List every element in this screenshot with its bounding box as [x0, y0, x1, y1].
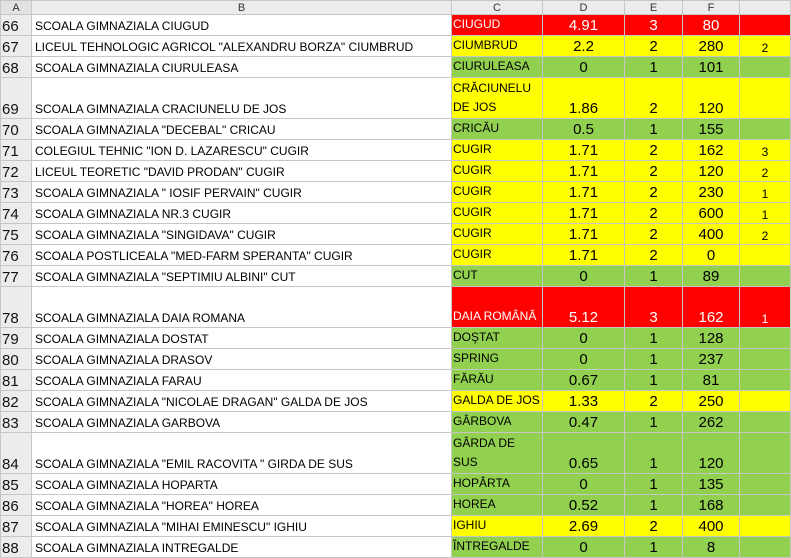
locality-cell[interactable]: GÂRDA DE SUS	[452, 433, 543, 474]
locality-cell[interactable]: CIUGUD	[452, 15, 543, 36]
table-row	[1, 349, 791, 370]
locality-cell[interactable]: GALDA DE JOS	[452, 391, 543, 412]
level-cell[interactable]: 2	[625, 516, 683, 537]
school-name-cell[interactable]: SCOALA GIMNAZIALA CRACIUNELU DE JOS	[32, 78, 452, 119]
school-name-cell[interactable]: SCOALA GIMNAZIALA FARAU	[32, 370, 452, 391]
column-header-c[interactable]: C	[452, 1, 543, 15]
score-cell[interactable]: 1.71	[543, 245, 625, 266]
extra-cell[interactable]: 2	[740, 224, 791, 245]
score-cell[interactable]: 0.65	[543, 433, 625, 474]
school-name-cell[interactable]: SCOALA GIMNAZIALA DRASOV	[32, 349, 452, 370]
school-name-cell[interactable]: SCOALA GIMNAZIALA NR.3 CUGIR	[32, 203, 452, 224]
table-row	[1, 203, 791, 224]
row-number[interactable]: 78	[1, 287, 32, 328]
extra-cell[interactable]: 2	[740, 36, 791, 57]
grid-body	[1, 15, 791, 558]
extra-cell[interactable]: 1	[740, 287, 791, 328]
count-cell[interactable]: 600	[683, 203, 740, 224]
row-number[interactable]: 79	[1, 328, 32, 349]
row-number[interactable]: 76	[1, 245, 32, 266]
table-row	[1, 370, 791, 391]
row-number[interactable]: 66	[1, 15, 32, 36]
score-cell[interactable]: 1.71	[543, 161, 625, 182]
score-cell[interactable]: 0.47	[543, 412, 625, 433]
locality-cell[interactable]: CUGIR	[452, 245, 543, 266]
row-number[interactable]: 68	[1, 57, 32, 78]
level-cell[interactable]: 1	[625, 412, 683, 433]
level-cell[interactable]: 2	[625, 36, 683, 57]
level-cell[interactable]: 1	[625, 537, 683, 558]
table-row	[1, 537, 791, 558]
table-row	[1, 495, 791, 516]
row-number[interactable]: 88	[1, 537, 32, 558]
level-cell[interactable]: 1	[625, 328, 683, 349]
locality-cell[interactable]: CRĂCIUNELU DE JOS	[452, 78, 543, 119]
extra-cell[interactable]	[740, 328, 791, 349]
level-cell[interactable]: 2	[625, 182, 683, 203]
school-name-cell[interactable]: SCOALA GIMNAZIALA GARBOVA	[32, 412, 452, 433]
locality-cell[interactable]: CUGIR	[452, 161, 543, 182]
locality-cell[interactable]: IGHIU	[452, 516, 543, 537]
school-name-cell[interactable]: SCOALA GIMNAZIALA "SEPTIMIU ALBINI" CUT	[32, 266, 452, 287]
row-number[interactable]: 86	[1, 495, 32, 516]
score-cell[interactable]: 1.71	[543, 140, 625, 161]
extra-cell[interactable]	[740, 119, 791, 140]
count-cell[interactable]: 120	[683, 78, 740, 119]
count-cell[interactable]: 280	[683, 36, 740, 57]
school-name-cell[interactable]: SCOALA GIMNAZIALA DAIA ROMANA	[32, 287, 452, 328]
extra-cell[interactable]	[740, 433, 791, 474]
locality-cell[interactable]: DOŞTAT	[452, 328, 543, 349]
row-number[interactable]: 82	[1, 391, 32, 412]
locality-cell[interactable]: CUGIR	[452, 182, 543, 203]
score-cell[interactable]: 0	[543, 349, 625, 370]
count-cell[interactable]: 400	[683, 224, 740, 245]
level-cell[interactable]: 2	[625, 224, 683, 245]
extra-cell[interactable]	[740, 15, 791, 36]
row-number[interactable]: 70	[1, 119, 32, 140]
count-cell[interactable]: 168	[683, 495, 740, 516]
school-name-cell[interactable]: SCOALA GIMNAZIALA "NICOLAE DRAGAN" GALDA DE JOS	[32, 391, 452, 412]
count-cell[interactable]: 89	[683, 266, 740, 287]
table-row	[1, 78, 791, 119]
school-name-cell[interactable]: SCOALA GIMNAZIALA "HOREA" HOREA	[32, 495, 452, 516]
table-row	[1, 57, 791, 78]
level-cell[interactable]: 1	[625, 433, 683, 474]
score-cell[interactable]: 0	[543, 537, 625, 558]
extra-cell[interactable]	[740, 474, 791, 495]
score-cell[interactable]: 1.86	[543, 78, 625, 119]
locality-cell[interactable]: HOREA	[452, 495, 543, 516]
locality-cell[interactable]: CUGIR	[452, 203, 543, 224]
table-row	[1, 474, 791, 495]
locality-cell[interactable]: GÂRBOVA	[452, 412, 543, 433]
count-cell[interactable]: 101	[683, 57, 740, 78]
score-cell[interactable]: 0.52	[543, 495, 625, 516]
score-cell[interactable]: 0.5	[543, 119, 625, 140]
count-cell[interactable]: 80	[683, 15, 740, 36]
level-cell[interactable]: 1	[625, 370, 683, 391]
row-number[interactable]: 75	[1, 224, 32, 245]
school-name-cell[interactable]: LICEUL TEORETIC "DAVID PRODAN" CUGIR	[32, 161, 452, 182]
level-cell[interactable]: 1	[625, 119, 683, 140]
table-row	[1, 516, 791, 537]
level-cell[interactable]: 2	[625, 78, 683, 119]
count-cell[interactable]: 230	[683, 182, 740, 203]
count-cell[interactable]: 237	[683, 349, 740, 370]
school-name-cell[interactable]: SCOALA GIMNAZIALA "DECEBAL" CRICAU	[32, 119, 452, 140]
extra-cell[interactable]: 2	[740, 161, 791, 182]
score-cell[interactable]: 2.69	[543, 516, 625, 537]
count-cell[interactable]: 8	[683, 537, 740, 558]
school-name-cell[interactable]: LICEUL TEHNOLOGIC AGRICOL "ALEXANDRU BORZA" CIUMBRUD	[32, 36, 452, 57]
level-cell[interactable]: 2	[625, 391, 683, 412]
score-cell[interactable]: 4.91	[543, 15, 625, 36]
extra-cell[interactable]	[740, 57, 791, 78]
locality-cell[interactable]: ÎNTREGALDE	[452, 537, 543, 558]
count-cell[interactable]: 155	[683, 119, 740, 140]
table-row	[1, 15, 791, 36]
row-number[interactable]: 81	[1, 370, 32, 391]
extra-cell[interactable]: 1	[740, 203, 791, 224]
table-row	[1, 266, 791, 287]
table-row	[1, 412, 791, 433]
school-name-cell[interactable]: SCOALA GIMNAZIALA DOSTAT	[32, 328, 452, 349]
extra-cell[interactable]	[740, 516, 791, 537]
row-number[interactable]: 73	[1, 182, 32, 203]
row-number[interactable]: 69	[1, 78, 32, 119]
count-cell[interactable]: 135	[683, 474, 740, 495]
row-number[interactable]: 72	[1, 161, 32, 182]
score-cell[interactable]: 0	[543, 57, 625, 78]
score-cell[interactable]: 1.71	[543, 224, 625, 245]
score-cell[interactable]: 1.33	[543, 391, 625, 412]
row-number[interactable]: 84	[1, 433, 32, 474]
school-name-cell[interactable]: SCOALA POSTLICEALA "MED-FARM SPERANTA" CUGIR	[32, 245, 452, 266]
table-row	[1, 391, 791, 412]
table-row	[1, 224, 791, 245]
school-name-cell[interactable]: SCOALA GIMNAZIALA CIURULEASA	[32, 57, 452, 78]
school-name-cell[interactable]: SCOALA GIMNAZIALA "EMIL RACOVITA " GIRDA DE SUS	[32, 433, 452, 474]
column-header-e[interactable]: E	[625, 1, 683, 15]
column-header-row	[1, 1, 791, 15]
extra-cell[interactable]	[740, 349, 791, 370]
count-cell[interactable]: 0	[683, 245, 740, 266]
column-header-d[interactable]: D	[543, 1, 625, 15]
count-cell[interactable]: 162	[683, 287, 740, 328]
school-name-cell[interactable]: SCOALA GIMNAZIALA "SINGIDAVA" CUGIR	[32, 224, 452, 245]
column-header-f[interactable]: F	[683, 1, 740, 15]
extra-cell[interactable]: 1	[740, 182, 791, 203]
row-number[interactable]: 83	[1, 412, 32, 433]
school-name-cell[interactable]: SCOALA GIMNAZIALA INTREGALDE	[32, 537, 452, 558]
extra-cell[interactable]	[740, 412, 791, 433]
score-cell[interactable]: 1.71	[543, 182, 625, 203]
level-cell[interactable]: 1	[625, 349, 683, 370]
count-cell[interactable]: 128	[683, 328, 740, 349]
score-cell[interactable]: 0	[543, 474, 625, 495]
count-cell[interactable]: 81	[683, 370, 740, 391]
extra-cell[interactable]	[740, 370, 791, 391]
extra-cell[interactable]: 3	[740, 140, 791, 161]
row-number[interactable]: 71	[1, 140, 32, 161]
score-cell[interactable]: 5.12	[543, 287, 625, 328]
locality-cell[interactable]: CUGIR	[452, 140, 543, 161]
table-row	[1, 433, 791, 474]
count-cell[interactable]: 120	[683, 433, 740, 474]
level-cell[interactable]: 3	[625, 15, 683, 36]
extra-cell[interactable]	[740, 391, 791, 412]
row-number[interactable]: 80	[1, 349, 32, 370]
level-cell[interactable]: 2	[625, 203, 683, 224]
level-cell[interactable]: 3	[625, 287, 683, 328]
locality-cell[interactable]: CUGIR	[452, 224, 543, 245]
school-name-cell[interactable]: SCOALA GIMNAZIALA "MIHAI EMINESCU" IGHIU	[32, 516, 452, 537]
locality-cell[interactable]: CRICĂU	[452, 119, 543, 140]
locality-cell[interactable]: CIUMBRUD	[452, 36, 543, 57]
extra-cell[interactable]	[740, 245, 791, 266]
school-name-cell[interactable]: SCOALA GIMNAZIALA HOPARTA	[32, 474, 452, 495]
score-cell[interactable]: 1.71	[543, 203, 625, 224]
table-row	[1, 140, 791, 161]
score-cell[interactable]: 0	[543, 328, 625, 349]
locality-cell[interactable]: DAIA ROMÂNĂ	[452, 287, 543, 328]
count-cell[interactable]: 162	[683, 140, 740, 161]
level-cell[interactable]: 1	[625, 495, 683, 516]
count-cell[interactable]: 120	[683, 161, 740, 182]
score-cell[interactable]: 0.67	[543, 370, 625, 391]
locality-cell[interactable]: HOPÂRTA	[452, 474, 543, 495]
level-cell[interactable]: 2	[625, 245, 683, 266]
row-number[interactable]: 77	[1, 266, 32, 287]
table-row	[1, 245, 791, 266]
score-cell[interactable]: 0	[543, 266, 625, 287]
locality-cell[interactable]: FĂRĂU	[452, 370, 543, 391]
row-number[interactable]: 87	[1, 516, 32, 537]
extra-cell[interactable]	[740, 495, 791, 516]
score-cell[interactable]: 2.2	[543, 36, 625, 57]
row-number[interactable]: 85	[1, 474, 32, 495]
level-cell[interactable]: 1	[625, 474, 683, 495]
count-cell[interactable]: 262	[683, 412, 740, 433]
count-cell[interactable]: 250	[683, 391, 740, 412]
level-cell[interactable]: 2	[625, 161, 683, 182]
count-cell[interactable]: 400	[683, 516, 740, 537]
level-cell[interactable]: 1	[625, 57, 683, 78]
locality-cell[interactable]: SPRING	[452, 349, 543, 370]
table-row	[1, 161, 791, 182]
table-row	[1, 119, 791, 140]
school-name-cell[interactable]: SCOALA GIMNAZIALA CIUGUD	[32, 15, 452, 36]
row-number[interactable]: 74	[1, 203, 32, 224]
locality-cell[interactable]: CUT	[452, 266, 543, 287]
extra-cell[interactable]	[740, 266, 791, 287]
school-name-cell[interactable]: SCOALA GIMNAZIALA " IOSIF PERVAIN" CUGIR	[32, 182, 452, 203]
table-row	[1, 182, 791, 203]
extra-cell[interactable]	[740, 78, 791, 119]
school-name-cell[interactable]: COLEGIUL TEHNIC "ION D. LAZARESCU" CUGIR	[32, 140, 452, 161]
table-row	[1, 36, 791, 57]
extra-cell[interactable]	[740, 537, 791, 558]
table-row	[1, 287, 791, 328]
column-header-a[interactable]: A	[1, 1, 32, 15]
column-header-b[interactable]: B	[32, 1, 452, 15]
row-number[interactable]: 67	[1, 36, 32, 57]
locality-cell[interactable]: CIURULEASA	[452, 57, 543, 78]
table-row	[1, 328, 791, 349]
level-cell[interactable]: 2	[625, 140, 683, 161]
level-cell[interactable]: 1	[625, 266, 683, 287]
column-header-g[interactable]	[740, 1, 791, 15]
